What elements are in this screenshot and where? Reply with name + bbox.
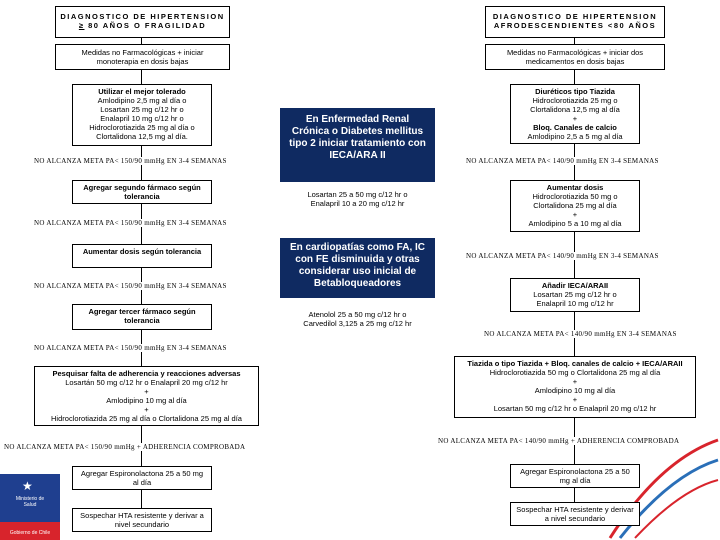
middle-note-ckd: En Enfermedad Renal Crónica o Diabetes mellitus tipo 2 iniciar tratamiento con IECA/ARA II	[280, 108, 435, 182]
right-step4-box: Tiazida o tipo Tiazida + Bloq. canales de calcio + IECA/ARAII Hidroclorotiazida 50 mg o Clortalidona 25 mg al día + Amlodipino 10 mg al día + Losartan 50 mg c/12 hr o Enalapril 20 mg c/12 hr	[454, 356, 696, 418]
left-alert-5: NO ALCANZA META PA< 150/90 mmHg + ADHERENCIA COMPROBADA	[4, 443, 246, 451]
logo-line2: Salud	[23, 502, 37, 508]
ministry-logo	[0, 474, 60, 540]
left-alert-4: NO ALCANZA META PA< 150/90 mmHg EN 3-4 SEMANAS	[34, 344, 227, 352]
left-step6-box: Agregar Espironolactona 25 a 50 mg al día	[72, 466, 212, 490]
left-alert-1: NO ALCANZA META PA< 150/90 mmHg EN 3-4 SEMANAS	[34, 157, 227, 165]
logo-line1: Ministerio de	[15, 496, 45, 502]
right-alert-2: NO ALCANZA META PA< 140/90 mmHg EN 3-4 SEMANAS	[466, 252, 659, 260]
right-step3-box: Añadir IECA/ARAII Losartan 25 mg c/12 hr o Enalapril 10 mg c/12 hr	[510, 278, 640, 312]
logo-star-icon: ★	[22, 479, 33, 493]
left-initial-text: Medidas no Farmacológicas + iniciar monoterapia en dosis bajas	[81, 48, 204, 66]
left-alert-2: NO ALCANZA META PA< 150/90 mmHg EN 3-4 SEMANAS	[34, 219, 227, 227]
left-step3-box: Aumentar dosis según tolerancia	[72, 244, 212, 268]
right-alert-4: NO ALCANZA META PA< 140/90 mmHg + ADHERENCIA COMPROBADA	[438, 437, 680, 445]
left-step4-box: Agregar tercer fármaco según tolerancia	[72, 304, 212, 330]
right-step1-box: Diuréticos tipo Tiazida Hidroclorotiazida 25 mg o Clortalidona 12,5 mg al día + Bloq. Canales de calcio Amlodipino 2,5 a 5 mg al día	[510, 84, 640, 144]
right-alert-1: NO ALCANZA META PA< 140/90 mmHg EN 3-4 SEMANAS	[466, 157, 659, 165]
middle-dose-1: Losartan 25 a 50 mg c/12 hr o Enalapril 10 a 20 mg c/12 hr	[307, 190, 408, 208]
left-step2-box: Agregar segundo fármaco según tolerancia	[72, 180, 212, 204]
right-initial-box: Medidas no Farmacológicas + iniciar dos medicamentos en dosis bajas	[485, 44, 665, 70]
left-title-line1: DIAGNOSTICO DE HIPERTENSION	[60, 12, 225, 21]
right-step5-box: Agregar Espironolactona 25 a 50 mg al día	[510, 464, 640, 488]
left-title-box	[55, 6, 230, 38]
left-alert-3: NO ALCANZA META PA< 150/90 mmHg EN 3-4 SEMANAS	[34, 282, 227, 290]
left-step7-box: Sospechar HTA resistente y derivar a nivel secundario	[72, 508, 212, 532]
right-title-box: DIAGNOSTICO DE HIPERTENSION AFRODESCENDIENTES <80 AÑOS	[485, 6, 665, 38]
middle-dose-2: Atenolol 25 a 50 mg c/12 hr o Carvedilol 3,125 a 25 mg c/12 hr	[303, 310, 412, 328]
right-step6-box: Sospechar HTA resistente y derivar a nivel secundario	[510, 502, 640, 526]
middle-note-cardio: En cardiopatías como FA, IC con FE disminuida y otras considerar uso inicial de Betabloqueadores	[280, 238, 435, 298]
left-title-line2: ≥ 80 AÑOS O FRAGILIDAD	[78, 21, 207, 30]
left-initial-box	[55, 44, 230, 70]
logo-footer: Gobierno de Chile	[9, 530, 51, 536]
right-step2-box: Aumentar dosis Hidroclorotiazida 50 mg o Clortalidona 25 mg al día + Amlodipino 5 a 10 mg al día	[510, 180, 640, 232]
left-step5-box: Pesquisar falta de adherencia y reacciones adversas Losartán 50 mg c/12 hr o Enalapril 20 mg c/12 hr + Amlodipino 10 mg al día + Hidroclorotiazida 25 mg al día o Clortalidona 25 mg al día	[34, 366, 259, 426]
right-alert-3: NO ALCANZA META PA< 140/90 mmHg EN 3-4 SEMANAS	[484, 330, 677, 338]
left-step1-box: Utilizar el mejor tolerado Amlodipino 2,5 mg al día o Losartan 25 mg c/12 hr o Enalapril 10 mg c/12 hr o Hidroclorotiazida 25 mg al día o Clortalidona 12,5 mg al día.	[72, 84, 212, 146]
left-step1-title: Utilizar el mejor tolerado	[98, 87, 186, 96]
